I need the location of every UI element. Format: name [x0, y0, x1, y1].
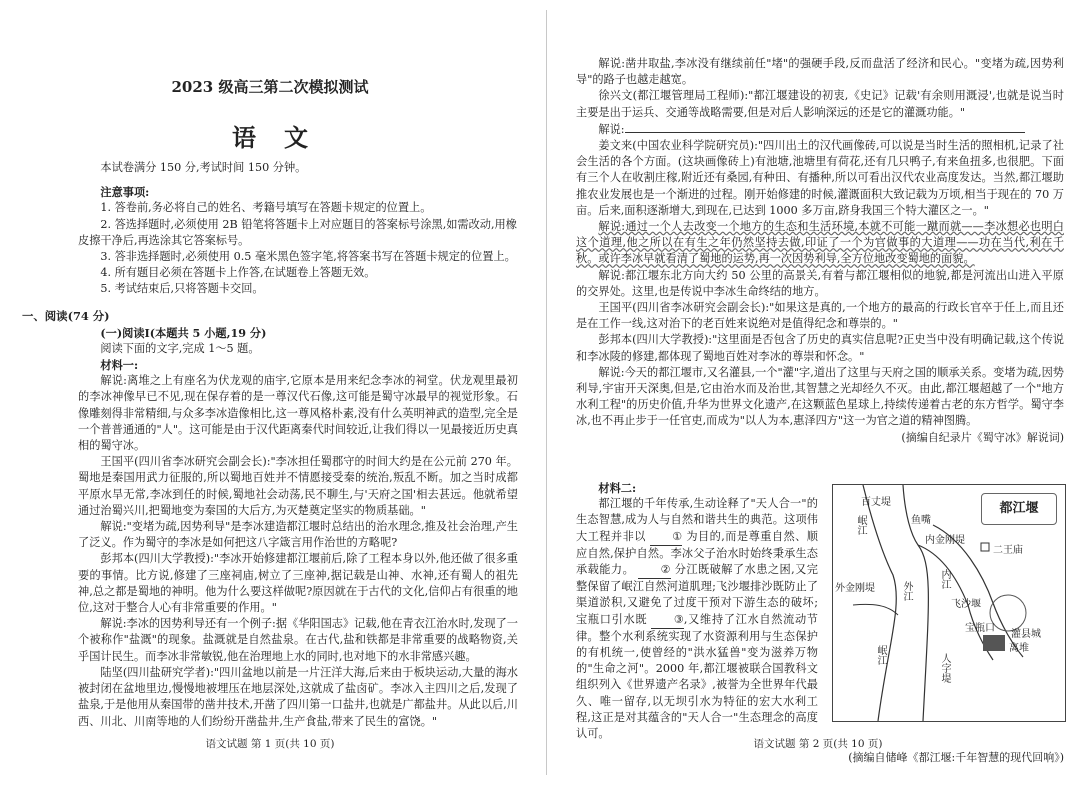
map-label: 宝瓶口	[965, 623, 995, 634]
dujiangyan-logo: 都江堰	[981, 493, 1057, 525]
map-label: 飞沙堰	[951, 599, 981, 610]
reading-instruction: 阅读下面的文字,完成 1～5 题。	[100, 341, 260, 355]
map-label: 灌县城	[1011, 629, 1041, 640]
notice-item: 1. 答卷前,务必将自己的姓名、考籍号填写在答题卡规定的位置上。	[100, 201, 432, 215]
subsection-heading: (一)阅读Ⅰ(本题共 5 小题,19 分)	[100, 325, 267, 340]
underlined-paragraph: 解说:通过一个人去改变一个地方的生态和生活环境,本就不可能一蹴而就——李冰想必也明白这个道理,他之所以在有生之年仍然坚持去做,印证了一个为官做事的大道理——功在当代,利在千秋。或许李冰早就看清了蜀地的运势,再一次因势利导,全方位地改变蜀地的面貌。	[576, 220, 1064, 266]
notice-item: 3. 答非选择题时,必须使用 0.5 毫米黑色签字笔,将答案书写在答题卡规定的位置上。	[100, 250, 516, 264]
passage-paragraph: 姜文来(中国农业科学院研究员):"四川出土的汉代画像砖,可以说是当时生活的照相机,记录了社会生活的各个方面。(这块画像砖上)有池塘,池塘里有荷花,还有几只鸭子,有来鱼扭多,也很肥。下面有三个人在收割庄稼,附近还有桑园,有种田、有播种,所以可看出汉代农业高度发达。当然,都江堰助推农业发展也是一个渐进的过程。刚开始修建的时候,灌溉面积大致记载为万顷,相当于现在的 70 万亩。后来,面积逐渐增大,到现在,已达到 1000 多万亩,跻身我国三个特大灌区之一。"	[576, 139, 1064, 217]
passage-paragraph: 解说:李冰的因势利导还有一个例子:据《华阳国志》记载,他在青衣江治水时,发现了一个被称作"盐溉"的现象。盐溉就是自然盐泉。在古代,盐和铁都是非常重要的战略物资,关乎国计民生。而李冰非常敏锐,他在治理地上水的同时,也对地下的水非常感兴趣。	[78, 617, 518, 663]
material-2-block	[576, 480, 1064, 766]
passage-paragraph: 陆坚(四川盐研究学者):"四川盆地以前是一片汪洋大海,后来由于板块运动,大量的海水被封闭在盆地里边,慢慢地被埋压在地层深处,这就成了盐卤矿。李冰入主四川之后,发现了盐泉,于是他用从秦国带的凿井技术,开凿了四川第一口盐井,也就是广都盐井。从此以后,川西、川北、川南等地的人们纷纷开凿盐井,生产食盐,带来了民生的富饶。"	[78, 665, 518, 728]
m2-text-a: 都江堰的千年传承,生动诠释了"天人合一"的生态智慧,成为人与自然和谐共生的典范。这项伟大工程并非以	[576, 497, 818, 543]
map-label: 岷江	[875, 645, 886, 665]
source-citation: (摘编自纪录片《蜀守冰》解说词)	[901, 430, 1064, 444]
passage-paragraph: 王国平(四川省李冰研究会副会长):"李冰担任蜀郡守的时间大约是在公元前 270 年。蜀地是秦国用武力征服的,所以蜀地百姓并不情愿接受秦的统治,叛乱不断。加之当时成都平原水旱无常,李冰到任的时候,蜀地社会动荡,民不聊生,与'天府之国'相去甚远。他就希望通过治蜀兴川,把蜀地变为秦国的大后方,为灭楚奠定坚实的物质基础。"	[78, 455, 518, 517]
map-label: 岷江	[855, 515, 866, 535]
notice-item: 4. 所有题目必须在答题卡上作答,在试题卷上答题无效。	[100, 266, 376, 280]
map-label: 离堆	[1009, 643, 1029, 654]
section-heading: 一、阅读(74 分)	[22, 308, 110, 323]
material-2-label: 材料二:	[598, 481, 637, 495]
passage-paragraph: 解说:离堆之上有座名为伏龙观的庙宇,它原本是用来纪念李冰的祠堂。伏龙观里最初的李冰神像早已不见,现在保存着的是一尊汉代石像,这可能是蜀守冰最早的视觉形象。石像雕刻得非常精细,与众多李冰造像相比,这一尊风格朴素,没有什么英明神武的造型,完全是一个普普通通的"人"。这可能是由于汉代距离秦代时间较近,让我们得以一见最接近历史真相的蜀守冰。	[78, 374, 518, 453]
passage-paragraph: 解说:凿井取盐,李冰没有继续前任"堵"的强硬手段,反而盘活了经济和民心。"变堵为疏,因势利导"的路子也越走越宽。	[576, 57, 1064, 87]
blank-3: ③	[651, 612, 683, 629]
exam-intro: 本试卷满分 150 分,考试时间 150 分钟。	[100, 161, 307, 174]
passage-paragraph: 徐兴文(都江堰管理局工程师):"都江堰建设的初衷,《史记》记载'有余则用溉浸',也就是说当时主要是出于运兵、交通等战略需要,但是对后人影响深远的还是它的灌溉功能。"	[576, 89, 1064, 119]
passage-paragraph: 彭邦本(四川大学教授):"这里面是否包含了历史的真实信息呢?正史当中没有明确记载,这个传说和李冰陵的修建,都体现了蜀地百姓对李冰的尊崇和怀念。"	[576, 333, 1064, 363]
passage-paragraph: 解说:都江堰东北方向大约 50 公里的高景关,有着与都江堰相似的地貌,都是河流出山进入平原的交界处。这里,也是传说中李冰生命终结的地方。	[576, 268, 1064, 298]
map-label: 内江	[939, 569, 950, 589]
passage-paragraph: 彭邦本(四川大学教授):"李冰开始修建都江堰前后,除了工程本身以外,他还做了很多重要的事情。比方说,修建了三座祠庙,树立了三座神,据记载是山神、水神,还有蜀人的祖先神,总之都是蜀地的神明。他为什么要这样做呢?原因就在于古代的文化,信仰占有很重的地位,这对于整合人心有非常重要的作用。"	[78, 552, 518, 615]
levee-line	[853, 604, 898, 615]
material-2-text	[576, 496, 818, 742]
blank-2: ②	[638, 562, 670, 579]
page-2-content	[576, 56, 1064, 446]
m2-text-d: ,又维持了江水自然流动节律。整个水利系统实现了水资源利用与生态保护的有机统一,使曾经的"洪水猛兽"变为滋养万物的"生命之河"。2000 年,都江堰被联合国教科文组织列入《世界遗产名录》,被誉为全世界年代最久、唯一留存,以无坝引水为特征的宏大水利工程,这正是对其蕴含的"天人合一"生态理念的高度认可。	[576, 612, 818, 741]
answer-prefix: 解说:	[598, 122, 625, 136]
page-footer: 语文试题 第 1 页(共 10 页)	[205, 738, 335, 750]
m2-text-b: 为目的,而是尊重自然、顺应自然,保护自然。李冰父子治水时始终秉承生态承载能力。	[576, 529, 818, 577]
answer-underline	[625, 121, 1025, 133]
page-footer: 语文试题 第 2 页(共 10 页)	[753, 738, 883, 750]
source-citation: (摘编自储峰《都江堰:千年智慧的现代回响》)	[848, 751, 1064, 765]
subject-title: 语文	[232, 123, 336, 152]
notice-heading: 注意事项:	[100, 185, 150, 200]
map-label: 二王庙	[993, 545, 1023, 556]
page-2	[556, 0, 1080, 785]
material-1-label: 材料一:	[100, 358, 139, 373]
notice-item: 2. 答选择题时,必须使用 2B 铅笔将答题卡上对应题目的答案标号涂黑,如需改动,用橡皮擦干净后,再选涂其它答案标号。	[78, 217, 517, 247]
passage-paragraph: 解说:"变堵为疏,因势利导"是李冰建造都江堰时总结出的治水理念,推及社会治理,产生了泛义。作为蜀守的李冰是如何把这八字箴言用作治世的方略呢?	[78, 520, 518, 550]
notice-item: 5. 考试结束后,只将答题卡交回。	[100, 282, 264, 296]
page-1-content	[22, 160, 518, 730]
lidui-block	[983, 635, 1005, 651]
blank-1: ①	[650, 529, 682, 546]
map-label: 百丈堤	[861, 497, 891, 508]
map-label: 人字堤	[939, 653, 950, 683]
m2-text-c: 分江既破解了水患之困,又完整保留了岷江自然河道肌理;飞沙堰排沙既防止了渠道淤积,又避免了过度干预对下游生态的破坏;宝瓶口引水既	[576, 563, 818, 626]
answer-blank-line	[576, 121, 1064, 138]
passage-paragraph: 王国平(四川省李冰研究会副会长):"如果这是真的,一个地方的最高的行政长官卒于任上,而且还是在工作一线,这对治下的老百姓来说绝对是值得纪念和尊崇的。"	[576, 301, 1064, 331]
map-label: 鱼嘴	[911, 515, 931, 526]
map-label: 外江	[901, 581, 912, 601]
passage-paragraph: 解说:今天的都江堰市,又名灌县,一个"灌"字,道出了这里与天府之国的顺承关系。变堵为疏,因势利导,宇宙开天深奥,但是,它由治水而及治世,其智慧之光却经久不灭。由此,都江堰超越了一个"地方水利工程"的历史价值,升华为世界文化遗产,在这颗蓝色星球上,持续传递着古老的东方哲学。蜀守李冰,也不再止步于一任官吏,而成为"以人为本,惠泽四方"这一为官之道的精神图腾。	[576, 365, 1064, 428]
material-2-paragraph	[576, 496, 818, 742]
page-divider	[546, 10, 547, 775]
temple-marker	[981, 543, 989, 551]
dujiangyan-map	[832, 484, 1066, 722]
map-label: 外金刚堤	[835, 583, 875, 594]
map-label: 内金刚堤	[925, 535, 965, 546]
exam-title: 2023 级高三第二次模拟测试	[171, 78, 369, 96]
